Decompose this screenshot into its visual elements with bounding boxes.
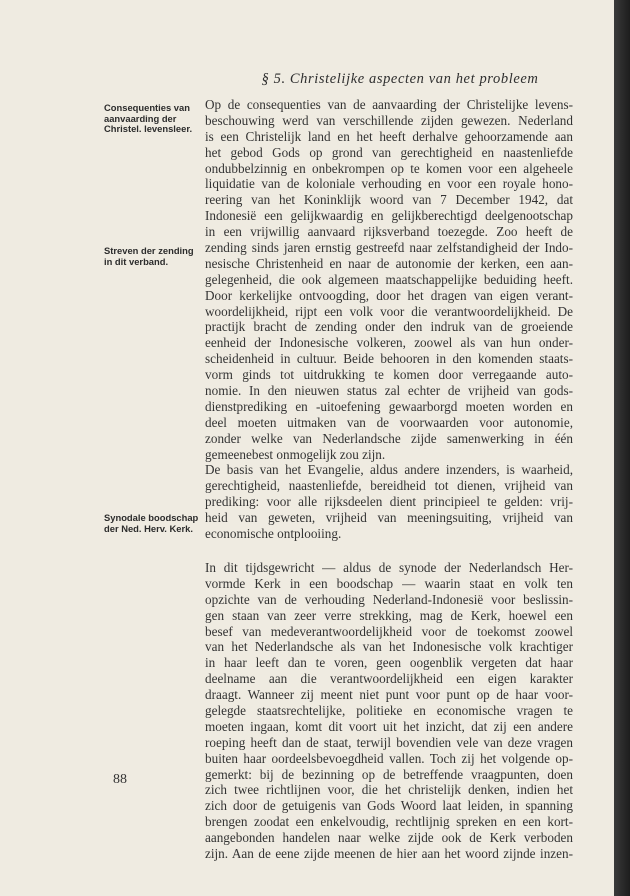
margin-note-line: Christel. levensleer. [104, 123, 193, 134]
text-line: gen staan van zeer verre strekking, mag de Kerk, hoewel een [205, 607, 573, 623]
margin-note-line: Synodale boodschap [104, 512, 199, 523]
text-line: Indonesië een gelijkwaardig en gelijkberechtigd deelgenootschap [205, 208, 573, 224]
text-line: gemeenebest onmogelijk zou zijn. [205, 446, 386, 462]
text-line: gelegde staatsrechtelijke, politieke en economische vragen te [205, 702, 573, 718]
body-text [205, 97, 573, 862]
margin-note-zending [104, 246, 207, 267]
text-line: van het Nederlandsche als van het Indonesische volk krachtiger [205, 639, 573, 655]
text-line: economische ontplooiing. [205, 526, 342, 542]
text-line: zending sinds jaren ernstig gestreefd naar zelfstandigheid der Indo- [205, 240, 573, 256]
text-line: brengen zoodat een enkelvoudig, rechtlijnig spreken en een kort- [205, 814, 573, 830]
margin-note-consequenties [104, 103, 207, 135]
text-line: in een vrijwillig aanvaard rijksverband toezegde. Zoo heeft de [205, 224, 573, 240]
margin-note-line: aanvaarding der [104, 112, 177, 124]
text-line: woordelijkheid, rijpt een volk voor die verantwoordelijkheid. De [205, 303, 573, 319]
text-line: gelegenheid, die ook algemeen maatschappelijke beduiding heeft. [205, 271, 573, 287]
margin-note-line: Consequenties van [104, 102, 190, 113]
text-line: zonder welke van Nederlandsche zijde samenwerking in één [205, 430, 573, 446]
text-line: Op de consequenties van de aanvaarding der Christelijke levens- [205, 97, 573, 112]
paragraph-synode [205, 560, 573, 862]
text-line: scheidenheid in cultuur. Beide behooren in den komenden staats- [205, 351, 573, 367]
text-line: nomie. In den nieuwen status zal echter de vrijheid van gods- [205, 383, 573, 399]
text-line: dienstprediking en -uitoefening gewaarborgd moeten worden en [205, 398, 573, 414]
text-line: moeten ingaan, komt dit voort uit het inzicht, dat zij een andere [205, 718, 573, 734]
text-line: roeping heeft dan de staat, terwijl bovendien vele van deze vragen [205, 734, 573, 750]
text-line: opzichte van de verhouding Nederland-Indonesië voor beslissin- [205, 591, 573, 607]
section-heading: § 5. Christelijke aspecten van het probleem [261, 71, 539, 87]
text-line: Door kerkelijke ontvoogding, door het dragen van eigen verant- [205, 287, 573, 303]
text-line: buiten haar oordeelsbevoegdheid vallen. Toch zij het volgende op- [205, 750, 573, 766]
paragraph-consequenties [205, 97, 573, 462]
text-line: practijk bracht de zending onder den indruk van de groeiende [205, 319, 573, 335]
text-line: heid van geweten, vrijheid van meeningsuiting, vrijheid van [205, 510, 573, 526]
text-line: vorm ginds tot uitdrukking te komen door verregaande auto- [205, 367, 573, 383]
text-line: beschouwing werd van verschillende zijden gewezen. Nederland [205, 112, 573, 128]
paragraph-evangelie [205, 462, 573, 541]
text-line: is een Christelijk land en het heeft derhalve gehoorzamende aan [205, 128, 573, 144]
text-line: eenheid der Indonesische volkeren, zoowel als van hun onder- [205, 335, 573, 351]
text-line: het gebod Gods op grond van gerechtigheid en naastenliefde [205, 144, 573, 160]
text-line: gemerkt: bij de bezinning op de betreffende vraagpunten, doen [205, 766, 573, 782]
page-edge-shadow [614, 0, 630, 896]
text-line: nesische Christenheid en naar de autonomie der kerken, een aan- [205, 255, 573, 271]
text-line: gerechtigheid, naastenliefde, bereidheid tot dienen, vrijheid van [205, 478, 573, 494]
margin-note-line: in dit verband. [104, 255, 169, 267]
text-line: reering van het Koninklijk woord van 7 December 1942, dat [205, 192, 573, 208]
margin-note-synodale [104, 513, 207, 534]
text-line: besef van medeverantwoordelijkheid voor de toekomst zoowel [205, 623, 573, 639]
text-line: vormde Kerk in een boodschap — waarin staat en volk ten [205, 575, 573, 591]
text-line: draagt. Wanneer zij meent niet punt voor punt op de haar voor- [205, 687, 573, 703]
text-line: ondubbelzinnig en onbekrompen op te komen voor een algeheele [205, 160, 573, 176]
text-line: De basis van het Evangelie, aldus andere inzenders, is waarheid, [205, 462, 573, 478]
text-line: zijn. Aan de eene zijde meenen de hier aan het woord zijnde inzen- [205, 845, 573, 861]
text-line: In dit tijdsgewricht — aldus de synode der Nederlandsch Her- [205, 559, 573, 575]
text-line: deel moeten uitmaken van de voorwaarden voor autonomie, [205, 414, 573, 430]
page-number: 88 [113, 772, 127, 787]
paragraph-gap [205, 542, 573, 560]
text-line: aangebonden handelen naar welke zijde ook de Kerk verboden [205, 830, 573, 846]
margin-note-line: Streven der zending [104, 245, 194, 256]
text-line: deelname aan die verantwoordelijkheid een eigen karakter [205, 671, 573, 687]
text-line: in haar leeft dan te voren, geen oogenblik vergeten dat haar [205, 655, 573, 671]
text-line: zich door de getuigenis van Gods Woord laat leiden, in spanning [205, 798, 573, 814]
text-line: zich twee richtlijnen voor, die het christelijk denken, indien het [205, 782, 573, 798]
text-line: liquidatie van de koloniale verhouding en voor een royale hono- [205, 176, 573, 192]
text-line: prediking: voor alle rijksdeelen dient principieel te gelden: vrij- [205, 494, 573, 510]
margin-note-line: der Ned. Herv. Kerk. [104, 522, 193, 534]
